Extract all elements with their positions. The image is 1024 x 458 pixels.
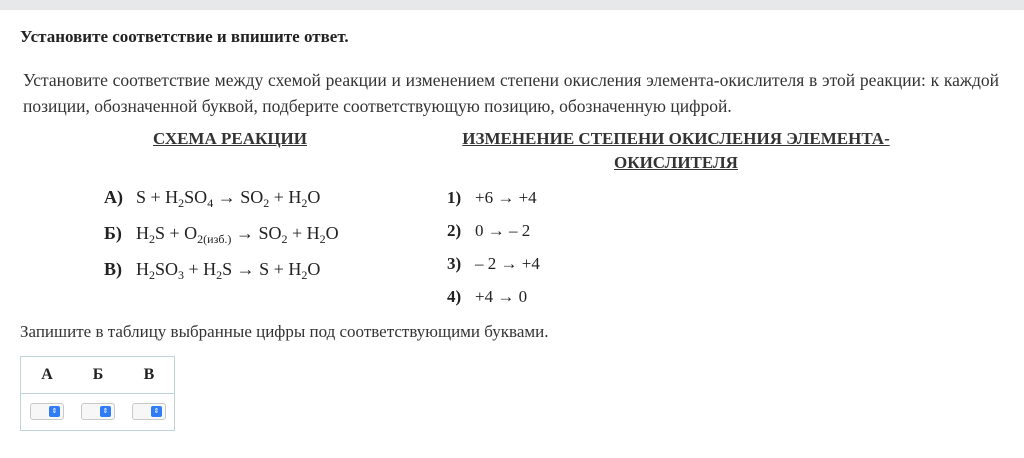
change-value: – 2 → +4 [475, 254, 540, 273]
answer-header-a: А [41, 366, 53, 383]
oxidation-change-header-line2: ОКИСЛИТЕЛЯ [614, 153, 738, 172]
change-option-2 [447, 221, 530, 241]
updown-chevron-icon: ⇕ [100, 406, 111, 417]
oxidation-change-header-line1: ИЗМЕНЕНИЕ СТЕПЕНИ ОКИСЛЕНИЯ ЭЛЕМЕНТА- [462, 129, 890, 148]
change-label: 4) [447, 287, 462, 306]
answer-select-v[interactable] [132, 403, 166, 420]
reaction-a [104, 187, 320, 208]
updown-chevron-icon: ⇕ [49, 406, 60, 417]
instruction-text: Запишите в таблицу выбранные цифры под соответствующими буквами. [20, 322, 549, 341]
reaction-label: В) [104, 259, 122, 279]
reaction-v [104, 259, 320, 280]
task-title: Установите соответствие и впишите ответ. [20, 27, 349, 46]
change-option-3 [447, 254, 540, 274]
reaction-label: А) [104, 187, 123, 207]
answer-table [20, 356, 175, 431]
reaction-formula: $S + H_2SO_4 \to SO_2 + H_2O$ [136, 187, 321, 210]
reaction-formula: $H_2SO_3 + H_2S \to S + H_2O$ [136, 259, 321, 282]
change-label: 3) [447, 254, 462, 273]
change-label: 2) [447, 221, 462, 240]
oxidation-change-header [446, 127, 906, 175]
answer-header-b: Б [92, 366, 104, 383]
answer-select-b[interactable] [81, 403, 115, 420]
change-option-4 [447, 287, 527, 307]
change-value: +4 → 0 [475, 287, 528, 306]
top-bar [0, 0, 1024, 10]
reaction-formula: $H_2S + O_{2(изб.)} \to SO_2 + H_2O$ [136, 223, 339, 246]
change-option-1 [447, 188, 537, 208]
change-value: +6 → +4 [475, 188, 537, 207]
reaction-scheme-header: СХЕМА РЕАКЦИИ [152, 129, 308, 148]
reaction-label: Б) [104, 223, 122, 243]
task-text: Установите соответствие между схемой реакции и изменением степени окисления элемента-окислителя в этой реакции: к каждой позиции, обозначенной буквой, подберите соответствующую позицию, обозначенную цифрой. [23, 70, 999, 116]
change-value: 0 → – 2 [475, 221, 531, 240]
answer-header-v: В [143, 366, 155, 383]
answer-table-header-row [21, 357, 174, 394]
updown-chevron-icon: ⇕ [151, 406, 162, 417]
answer-select-a[interactable] [30, 403, 64, 420]
reaction-b [104, 223, 339, 244]
change-label: 1) [447, 188, 462, 207]
